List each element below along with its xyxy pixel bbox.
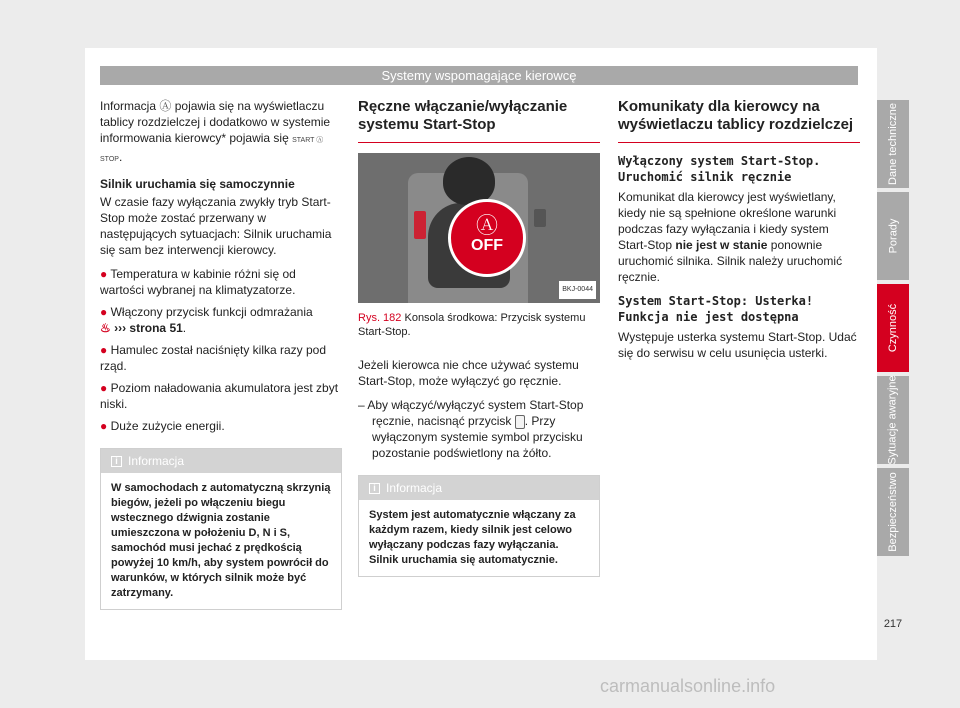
paragraph: Jeżeli kierowca nie chce używać systemu Start-Stop, może wyłączyć go ręcznie. (358, 358, 579, 388)
watermark: carmanualsonline.info (600, 676, 776, 696)
page-header: Systemy wspomagające kierowcę (100, 66, 858, 85)
tab-dane-techniczne[interactable]: Dane techniczne (877, 100, 909, 188)
tab-sytuacje-awaryjne[interactable]: Sytuacje awaryjne (877, 376, 909, 464)
chapter-tabs (877, 100, 909, 560)
section-title: Komunikaty dla kierowcy na wyświetlaczu tablicy rozdzielczej (618, 98, 860, 143)
section-heading: Silnik uruchamia się samoczynnie (100, 177, 295, 191)
column-right (618, 98, 860, 369)
column-middle (358, 98, 600, 577)
tab-bezpieczenstwo[interactable]: Bezpieczeństwo (877, 468, 909, 556)
start-stop-key-icon (515, 415, 525, 429)
list-item: ● Poziom naładowania akumulatora jest zbyt niski. (100, 381, 339, 411)
paragraph: Komunikat dla kierowcy jest wyświetlany, kiedy nie są spełnione określone warunki podczas fazy wyłączania i kiedy system Start-Stop nie jest w stanie ponownie uruchomić silnika. Silnik należy uruchomić ręcznie. (618, 190, 843, 284)
info-box: i Informacja W samochodach z automatyczną skrzynią biegów, jeżeli po włączeniu biegu wstecznego dźwignia zostanie umieszczona w położeniu D, N i S, samochód musi jechać z prędkością powyżej 10 km/h, aby system powrócił do warunków, w których silnik może być zatrzymany. (100, 448, 342, 610)
section-title: Ręczne włączanie/wyłączanie systemu Start-Stop (358, 98, 600, 143)
info-box: i Informacja System jest automatycznie włączany za każdym razem, kiedy silnik jest celowo wyłączany podczas fazy wyłączania. Silnik uruchamia się automatycznie. (358, 475, 600, 577)
paragraph: W czasie fazy wyłączania zwykły tryb Start-Stop może zostać przerwany w następujących sytuacjach: Silnik uruchamia się sam bez interwencji kierowcy. (100, 195, 332, 257)
instruction-step: – Aby włączyć/wyłączyć system Start-Stop ręcznie, nacisnąć przycisk . Przy wyłączonym systemie symbol przycisku pozostanie podświetlony na żółto. (358, 398, 584, 460)
intro-paragraph: Informacja Ⓐ pojawia się na wyświetlaczu tablicy rozdzielczej i dodatkowo w systemie informowania kierowcy* pojawia się START Ⓐ STOP. (100, 99, 331, 164)
column-left (100, 98, 342, 610)
start-stop-label-icon: START Ⓐ STOP (100, 137, 324, 163)
paragraph: Występuje usterka systemu Start-Stop. Udać się do serwisu w celu usunięcia usterki. (618, 330, 857, 360)
defrost-icon: ♨ (100, 321, 111, 335)
list-item: ● Hamulec został naciśnięty kilka razy pod rząd. (100, 343, 327, 373)
start-stop-symbol-icon: Ⓐ (159, 99, 172, 113)
info-icon: i (111, 456, 122, 467)
list-item: ● Duże zużycie energii. (100, 419, 225, 433)
message-heading: System Start-Stop: Usterka! Funkcja nie jest dostępna (618, 294, 814, 324)
tab-czynnosc[interactable]: Czynność (877, 284, 909, 372)
message-heading: Wyłączony system Start-Stop. Uruchomić silnik ręcznie (618, 154, 821, 184)
figure-center-console: Ⓐ OFF BKJ-0044 (358, 153, 600, 303)
info-icon: i (369, 483, 380, 494)
list-item: ● Temperatura w kabinie różni się od wartości wybranej na klimatyzatorze. (100, 267, 296, 297)
gear-knob-icon (443, 157, 495, 205)
figure-caption: Rys. 182 Konsola środkowa: Przycisk systemu Start-Stop. (358, 312, 586, 338)
tab-porady[interactable]: Porady (877, 192, 909, 280)
start-stop-button-icon: Ⓐ OFF (448, 199, 526, 277)
page-number: 217 (883, 618, 903, 630)
list-item: ● Włączony przycisk funkcji odmrażania ♨ ››› strona 51. (100, 305, 313, 335)
page-link[interactable]: ♨ ››› strona 51 (100, 321, 183, 335)
